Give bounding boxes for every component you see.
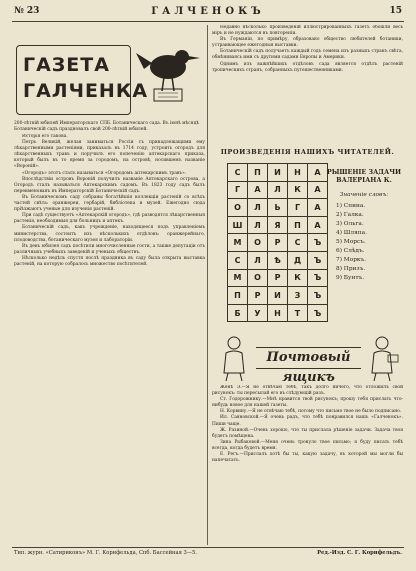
puzzle-cell: Ъ	[308, 234, 328, 252]
puzzle-cell: П	[288, 216, 308, 234]
puzzle-cell: А	[308, 181, 328, 199]
footer-rule	[12, 547, 404, 548]
puzzle-cell: Л	[248, 199, 268, 217]
puzzle-cell: М	[228, 269, 248, 287]
column-divider	[207, 25, 208, 545]
puzzle-cell: И	[268, 164, 288, 182]
puzzle-cell: Д	[288, 251, 308, 269]
puzzle-cell: Р	[268, 269, 288, 287]
left-article-column	[14, 134, 205, 545]
jackdaw-illustration	[132, 31, 204, 107]
puzzle-cell: Л	[248, 251, 268, 269]
puzzle-cell: Б	[228, 304, 248, 322]
left-paragraph: Ботаническій садъ, какъ учрежденіе, находящееся подъ управленіемъ министерства, состоитъ изъ нѣсколькихъ отдѣловъ: оранжерейнаго, плодоводства, ботаническаго музея и лабораторіи.	[14, 225, 205, 243]
solution-item: 1) Спина.	[336, 203, 366, 209]
gazeta-title-line1: ГАЗЕТА	[23, 54, 110, 76]
letter-reply: Зина Рыбаковой.—Меня очень тронуло твое письмо; я буду писать тебѣ всегда, когда будетъ время.	[212, 439, 403, 451]
puzzle-cell: Т	[288, 304, 308, 322]
jubilee-caption: 200-лѣтній юбилей Императорскаго СПБ. Ботаническаго сада. Въ іюнѣ мѣсяцѣ Ботаническій садъ праздновалъ свой 200-лѣтній юбилей.	[14, 121, 199, 132]
puzzle-cell: Ш	[228, 216, 248, 234]
puzzle-cell: Ъ	[308, 287, 328, 305]
puzzle-cell: У	[248, 304, 268, 322]
puzzle-cell: С	[228, 251, 248, 269]
left-paragraph: При садѣ существуетъ «Аптекарскій огородъ», гдѣ разводятся лѣкарственныя растенія, необходимыя для больницъ и аптекъ.	[14, 213, 205, 225]
puzzle-cell: Р	[248, 287, 268, 305]
puzzle-cell: Л	[248, 216, 268, 234]
puzzle-cell: К	[288, 269, 308, 287]
gazeta-masthead	[14, 25, 205, 147]
right-paragraph: Однимъ изъ важнѣйшихъ отдѣловъ сада является отдѣлъ растеній тропическихъ странъ, собранныхъ путешественниками.	[212, 61, 403, 73]
left-paragraph: Въ день юбилея садъ посѣтили многочисленные гости, а также депутаціи отъ различныхъ учебныхъ заведеній и ученыхъ обществъ.	[14, 243, 205, 255]
puzzle-cell: А	[308, 199, 328, 217]
left-paragraph: Петръ Великій, желая заниматься Россіи съ принадлежащими ему лѣкарственными растеніями, приказалъ въ 1714 году, устроить огородъ для лѣкарственныхъ травъ и поручилъ его попеченію аптекарскаго приказа, который былъ въ то время за городомъ, на островѣ, носившемъ названіе «Вороній».	[14, 140, 205, 170]
word-puzzle-grid	[227, 163, 328, 322]
puzzle-cell: О	[248, 269, 268, 287]
solution-item: 8) Призъ.	[336, 266, 366, 272]
solution-title: РЫШЕНІЕ ЗАДАЧИ ВАЛЕРІАНА К.	[326, 168, 402, 184]
puzzle-row	[228, 287, 328, 305]
puzzle-cell: С	[228, 164, 248, 182]
puzzle-cell: Ь	[268, 199, 288, 217]
puzzle-cell: А	[308, 164, 328, 182]
puzzle-cell: Р	[268, 234, 288, 252]
puzzle-row	[228, 216, 328, 234]
puzzle-row	[228, 199, 328, 217]
puzzle-row	[228, 164, 328, 182]
mailbox-right-figure	[362, 333, 402, 383]
solution-item: 3) Ольга.	[336, 221, 364, 227]
puzzle-cell: А	[248, 181, 268, 199]
puzzle-cell: Ѣ	[268, 251, 288, 269]
puzzle-row	[228, 304, 328, 322]
left-paragraph: Впослѣдствіи островъ Вороній получилъ названіе Аптекарскаго острова, а Огородъ сталъ называться Аптекарскимъ садомъ. Въ 1823 году садъ былъ переименованъ въ Императорскій Ботаническій садъ.	[14, 176, 205, 194]
left-paragraph: Исторія его такова.	[22, 134, 68, 139]
puzzle-cell: П	[228, 287, 248, 305]
left-paragraph: Въ Ботаническомъ саду собраны богатѣйшія коллекціи растеній со всѣхъ частей свѣта: оранжереи, гербарій, библіотека и музей. Ежегодно сюда пріѣзжаютъ ученые для изученія растеній.	[14, 194, 205, 213]
puzzle-row	[228, 181, 328, 199]
mailbox-banner	[212, 333, 403, 383]
puzzle-row	[228, 251, 328, 269]
mailbox-left-figure	[214, 333, 254, 383]
puzzle-cell: Ъ	[308, 304, 328, 322]
letter-reply: Ст. Годорожнику.—Мнѣ нравится твой рисунокъ; прошу тебя прислать что-нибудь новое для нашей газеты.	[212, 397, 403, 409]
solution-item: 4) Шляпа.	[336, 230, 367, 236]
puzzle-cell: А	[308, 216, 328, 234]
solution-item: 5) Морсъ.	[336, 239, 366, 245]
puzzle-row	[228, 234, 328, 252]
puzzle-cell: С	[288, 234, 308, 252]
puzzle-cell: П	[248, 164, 268, 182]
puzzle-cell: Л	[268, 181, 288, 199]
solution-subtitle: Значеніе словъ:	[339, 192, 389, 198]
puzzle-cell: Н	[288, 164, 308, 182]
puzzle-cell: М	[228, 234, 248, 252]
left-paragraph: Нѣсколько недѣль спустя послѣ праздника въ саду была открыта выставка растеній, на которую собралось множество посѣтителей.	[14, 255, 205, 267]
page-header	[14, 6, 402, 20]
puzzle-cell: Ъ	[308, 269, 328, 287]
left-paragraph: «Огородъ» этотъ сталъ называться «Огородомъ аптекарскимъ травъ».	[22, 170, 187, 176]
letter-reply: Н. Корвину.—Я не отвѣчаю тебѣ, потому что письмо твое не было подписано.	[220, 409, 402, 415]
right-article-column	[212, 25, 403, 145]
issue-number: № 23	[14, 6, 40, 16]
solution-item: 7) Моркъ.	[336, 257, 367, 263]
solution-list	[336, 202, 406, 283]
puzzle-cell: Н	[268, 304, 288, 322]
puzzle-cell: З	[288, 287, 308, 305]
puzzle-solution	[322, 168, 406, 283]
solution-item: 2) Галка.	[336, 212, 364, 218]
letter-reply: Е. Регъ.—Прислалъ хотѣ бы ты, какую задачу, въ которой мы могли бы напечатать.	[212, 452, 403, 464]
mailbox-title: Почтовый ящикъ	[256, 347, 361, 369]
page-number: 15	[389, 6, 402, 16]
gazeta-title-line2: ГАЛЧЕНКА	[23, 80, 149, 102]
editor-imprint: Ред.-Изд. С. Г. Корнфельдъ.	[317, 550, 402, 556]
puzzle-cell: О	[228, 199, 248, 217]
header-rule	[12, 21, 404, 22]
puzzle-cell: Ъ	[308, 251, 328, 269]
puzzle-cell: И	[268, 287, 288, 305]
letters-column	[212, 385, 403, 545]
letter-reply: Ж. Разиной.—Очень хорошо, что ты прислала рѣшеніе задачи. Задача твоя будетъ помѣщена.	[212, 427, 403, 439]
readers-works-heading: ПРОИЗВЕДЕНІЯ НАШИХЪ ЧИТАТЕЛЕЙ.	[220, 148, 395, 156]
right-paragraph: Въ Германіи, по примѣру, образовано общество любителей ботаники, устраивающее ежегодныя выставки.	[212, 37, 403, 49]
gazeta-title-box	[16, 45, 149, 115]
magazine-title: ГАЛЧЕНОКЪ	[151, 6, 265, 17]
puzzle-row	[228, 269, 328, 287]
letter-reply: Ил. Саяновской.—Я очень радъ, что тебѣ понравился нашъ «Галченокъ». Пиши чаще.	[212, 415, 403, 427]
letter-reply: Женѣ Э.—Я не отвѣчаю тебѣ, такъ долго ничего, что отложилъ свой рисунокъ: ты пересылай его въ слѣдующій разъ.	[212, 385, 403, 397]
right-paragraph: Недавно нѣсколько произведеній иллюстрированныхъ газетъ обошли весь міръ и не нуждаются въ повтореніи.	[212, 25, 403, 37]
puzzle-cell: Г	[288, 199, 308, 217]
puzzle-cell: Г	[228, 181, 248, 199]
solution-item: 6) Слѣдъ.	[336, 248, 365, 254]
right-paragraph: Ботаническій садъ получаетъ каждый годъ семена изъ разныхъ странъ свѣта, обмѣниваясь ими съ другими садами Европы и Америки.	[212, 49, 403, 61]
solution-item: 9) Бунтъ.	[336, 275, 365, 281]
printer-imprint: Тип. журн. «Сатириконъ» М. Г. Корнфельда, Спб. Бассейная 3—5.	[14, 550, 197, 556]
puzzle-cell: Я	[268, 216, 288, 234]
puzzle-cell: К	[288, 181, 308, 199]
puzzle-cell: О	[248, 234, 268, 252]
